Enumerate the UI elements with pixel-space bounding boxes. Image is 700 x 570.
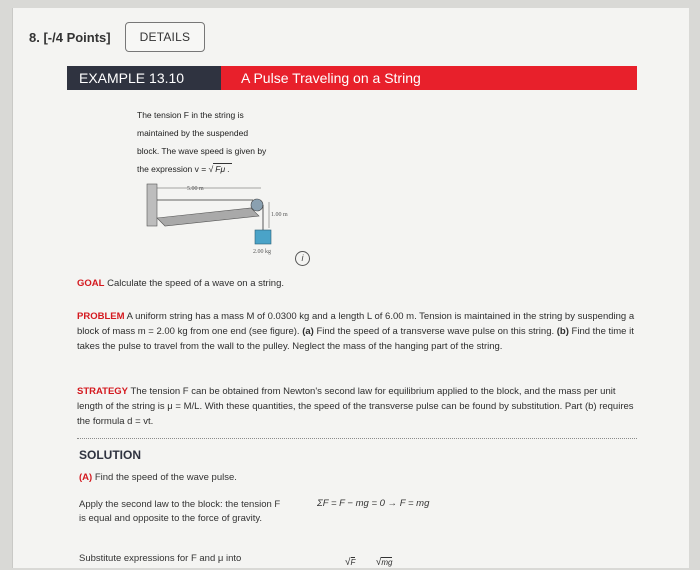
goal-text: Calculate the speed of a wave on a string.	[107, 278, 285, 289]
question-panel	[12, 8, 689, 568]
problem-text-2: Find the speed of a transverse wave pulse on this string.	[316, 326, 555, 337]
problem-text-3: Find the time it takes the pulse to travel from the wall to the pulley. Neglect the mass of the hanging part of the string.	[77, 326, 634, 352]
eq2-f: F	[350, 558, 356, 567]
solution-divider	[77, 438, 637, 439]
strategy-label: STRATEGY	[77, 386, 129, 397]
solution-part-a-text: Find the speed of the wave pulse.	[94, 472, 237, 483]
intro-formula: Fμ .	[215, 164, 230, 174]
goal-label: GOAL	[77, 278, 105, 289]
problem-label: PROBLEM	[77, 311, 125, 322]
solution-equation-2	[345, 552, 455, 570]
table-surface	[157, 208, 259, 226]
sqrt-icon: √	[375, 557, 382, 568]
goal-section	[77, 276, 637, 291]
solution-step-1: Apply the second law to the block: the tension F is equal and opposite to the force of gravity.	[79, 499, 281, 524]
solution-heading: SOLUTION	[79, 448, 141, 462]
eq2-mg: mg	[381, 558, 393, 567]
sqrt-icon: √	[345, 557, 351, 568]
question-number: 8. [-/4 Points]	[29, 29, 111, 45]
solution-step-2: Substitute expressions for F and μ into	[79, 553, 242, 564]
part-a-marker: (a)	[302, 326, 314, 337]
intro-line-4	[137, 160, 307, 178]
sqrt-icon: √	[208, 164, 214, 174]
info-icon[interactable]: i	[295, 251, 310, 266]
problem-text-1: A uniform string has a mass M of 0.0300 kg and a length L of 6.00 m. Tension is maintained in the string by suspending a block of mass m = 2.00 kg from one end (see figure).	[77, 311, 635, 337]
intro-expression-prefix: the expression v =	[137, 164, 207, 174]
strategy-text: The tension F can be obtained from Newton's second law for equilibrium applied to the block, and the mass per unit length of the string is μ = M/L. With these quantities, the speed of the transverse pulse can be found by substitution. Part (b) requires the formula d = vt.	[77, 386, 634, 427]
details-button[interactable]: DETAILS	[125, 22, 206, 52]
strategy-section	[77, 384, 637, 429]
mass-label: 2.00 kg	[253, 249, 271, 255]
length-label: 5.00 m	[187, 186, 204, 192]
solution-part-a-label: (A)	[79, 472, 93, 483]
question-header	[29, 22, 205, 52]
solution-equation-1: ΣF = F − mg = 0 → F = mg	[317, 498, 430, 509]
block	[255, 230, 271, 244]
wall	[147, 184, 157, 226]
intro-line-2: maintained by the suspended	[137, 128, 249, 138]
example-title: A Pulse Traveling on a String	[221, 66, 637, 90]
intro-text	[137, 106, 307, 178]
example-number: EXAMPLE 13.10	[67, 66, 221, 90]
height-label: 1.00 m	[271, 212, 288, 218]
intro-line-1: The tension F in the string is	[137, 110, 244, 120]
solution-part-a	[79, 472, 237, 483]
string-pulley-figure	[141, 178, 311, 268]
pulley	[251, 199, 263, 211]
intro-line-3: block. The wave speed is given by	[137, 146, 267, 156]
part-b-marker: (b)	[556, 326, 569, 337]
example-banner	[67, 66, 637, 90]
problem-section	[77, 309, 637, 354]
